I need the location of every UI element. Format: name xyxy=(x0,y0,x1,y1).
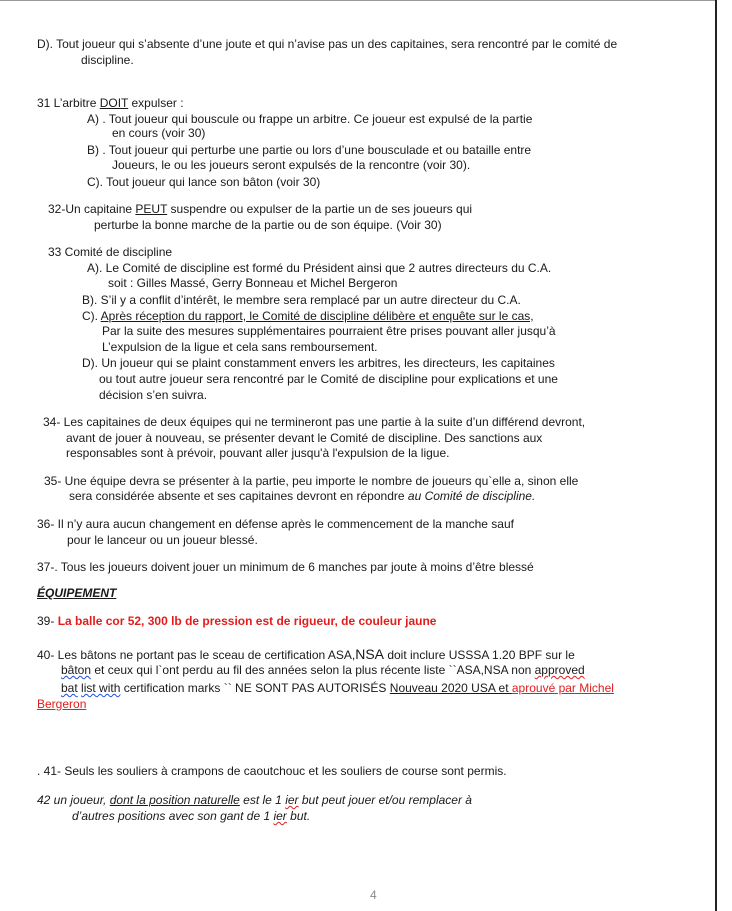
rule-31-b-line1: B) . Tout joueur qui perturbe une partie ou lors d’une bousculade et ou bataille entre xyxy=(87,143,532,157)
rule-40-line2: bâton et ceux qui l`ont perdu au fil des années selon la plus récente liste ``ASA,NSA non approved xyxy=(61,663,585,677)
rule-31-b-line2: Joueurs, le ou les joueurs seront expulsés de la rencontre (voir 30). xyxy=(112,158,471,172)
rule-35-line1: 35- Une équipe devra se présenter à la partie, peu importe le nombre de joueurs qu`elle a, sinon elle xyxy=(44,474,579,488)
rule-33-a-line1: A). Le Comité de discipline est formé du Président ainsi que 2 autres directeurs du C.A. xyxy=(87,261,552,275)
rule-33-c-line2: Par la suite des mesures supplémentaires pourraient être prises pouvant aller jusqu’à xyxy=(102,324,556,338)
rule-35-line2: sera considérée absente et ses capitaines devront en répondre au Comité de discipline. xyxy=(69,489,536,503)
rule-33-d-line1: D). Un joueur qui se plaint constamment envers les arbitres, les directeurs, les capitaines xyxy=(82,356,555,370)
rule-42-line1: 42 un joueur, dont la position naturelle est le 1 ier but peut jouer et/ou remplacer à xyxy=(37,793,472,807)
rule-34-line3: responsables sont à prévoir, pouvant aller jusqu'à l'expulsion de la ligue. xyxy=(66,446,450,460)
rule-31-c-line1: C). Tout joueur qui lance son bâton (voir 30) xyxy=(87,175,321,189)
rule-33-title: 33 Comité de discipline xyxy=(48,245,173,259)
rule-36-line2: pour le lanceur ou un joueur blessé. xyxy=(67,533,258,547)
rule-31-a-line2: en cours (voir 30) xyxy=(112,126,206,140)
rule-32-line2: perturbe la bonne marche de la partie ou de son équipe. (Voir 30) xyxy=(94,218,442,232)
rule-33-b-line1: B). S’il y a conflit d’intérêt, le membre sera remplacé par un autre directeur du C.A. xyxy=(82,293,521,307)
rule-31-intro: 31 L’arbitre DOIT expulser : xyxy=(37,96,184,110)
rule-37-line1: 37-. Tous les joueurs doivent jouer un minimum de 6 manches par joute à moins d’être blessé xyxy=(37,560,534,574)
rule-42-line2: d’autres positions avec son gant de 1 ier but. xyxy=(72,809,311,823)
rule-d-absence-line1: D). Tout joueur qui s’absente d’une joute et qui n’avise pas un des capitaines, sera rencontré par le comité de xyxy=(37,37,618,51)
page-number: 4 xyxy=(370,888,377,902)
rule-33-a-line2: soit : Gilles Massé, Gerry Bonneau et Michel Bergeron xyxy=(108,276,398,290)
rule-32-line1: 32-Un capitaine PEUT suspendre ou expulser de la partie un de ses joueurs qui xyxy=(48,202,473,216)
rule-33-d-line3: décision s’en suivra. xyxy=(99,388,208,402)
rule-39-line1: 39- La balle cor 52, 300 lb de pression est de rigueur, de couleur jaune xyxy=(37,614,437,628)
rule-40-line1: 40- Les bâtons ne portant pas le sceau de certification ASA,NSA doit inclure USSSA 1.20 BPF sur le xyxy=(37,646,575,662)
rule-40-line4: Bergeron xyxy=(37,697,87,711)
rule-34-line1: 34- Les capitaines de deux équipes qui ne termineront pas une partie à la suite d’un différend devront, xyxy=(43,415,586,429)
page-right-edge xyxy=(715,0,717,911)
rule-41-line1: . 41- Seuls les souliers à crampons de caoutchouc et les souliers de course sont permis. xyxy=(37,764,507,778)
equipment-heading: ÉQUIPEMENT xyxy=(37,586,117,600)
rule-40-line3: bat list with certification marks `` NE SONT PAS AUTORISÉS Nouveau 2020 USA et aprouvé par Michel xyxy=(61,681,614,695)
rule-d-absence-line2: discipline. xyxy=(81,53,134,67)
rule-33-c-line1: C). Après réception du rapport, le Comité de discipline délibère et enquête sur le cas, xyxy=(82,309,534,323)
rule-36-line1: 36- Il n’y aura aucun changement en défense après le commencement de la manche sauf xyxy=(37,517,514,531)
rule-33-c-line3: L’expulsion de la ligue et cela sans remboursement. xyxy=(102,340,378,354)
rule-31-a-line1: A) . Tout joueur qui bouscule ou frappe un arbitre. Ce joueur est expulsé de la partie xyxy=(87,112,533,126)
page-top-edge xyxy=(0,0,717,1)
rule-34-line2: avant de jouer à nouveau, se présenter devant le Comité de discipline. Des sanctions aux xyxy=(66,431,543,445)
rule-33-d-line2: ou tout autre joueur sera rencontré par le Comité de discipline pour explications et une xyxy=(99,372,558,386)
